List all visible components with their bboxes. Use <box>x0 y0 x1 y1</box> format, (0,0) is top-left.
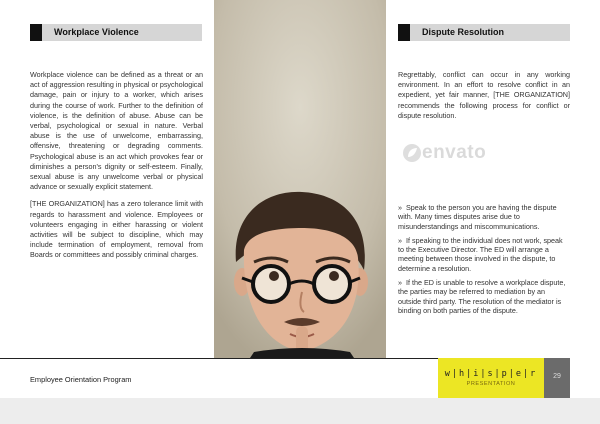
bullet-icon: » <box>398 235 402 245</box>
dispute-resolution-intro <box>398 70 570 128</box>
bullet-icon: » <box>398 203 402 212</box>
workplace-violence-paragraph-2: [THE ORGANIZATION] has a zero tolerance limit with regards to harassment and violence. Employees or volunteers engaging in either harassing or violent activities will be subject to discipline, which may include termination of employment, removal from Boards or committees and possibly criminal charges. <box>30 199 203 260</box>
dispute-resolution-heading: Dispute Resolution <box>422 27 505 37</box>
list-item <box>398 236 570 273</box>
footer-title: Employee Orientation Program <box>30 375 132 384</box>
envato-watermark <box>402 142 486 164</box>
heading-marker <box>30 24 42 41</box>
workplace-violence-paragraph-1: Workplace violence can be defined as a threat or an act of aggression resulting in physical or psychological damage, pain or injury to a worker, which arises during the course of work. Further to the definition of violence, is the definition of abuse. Abuse can be verbal, psychological or sexual in nature. Verbal abuse is the use of unwelcome, embarrassing, offensive, threatening or degrading comments. Psychological abuse is an act which provokes fear or diminishes a person's dignity or self-esteem. Finally, sexual abuse is any unwelcome verbal or physical advance or sexually explicit statement. <box>30 70 203 192</box>
brand-subtitle: PRESENTATION <box>466 381 516 387</box>
dispute-resolution-intro-text: Regrettably, conflict can occur in any working environment. In an effort to resolve conflict in an expedient, yet fair manner, [THE ORGANIZATION] recommends the following process for conflict or dispute resolution. <box>398 70 570 120</box>
bottom-band <box>0 398 600 424</box>
heading-marker <box>398 24 410 41</box>
page-number-box <box>544 358 570 398</box>
man-illustration <box>214 0 386 358</box>
page-number: 29 <box>553 373 561 380</box>
brand-box <box>438 358 544 398</box>
step-text: If speaking to the individual does not work, speak to the Executive Director. The ED will arrange a meeting between those involved in the dispute, to determine a resolution. <box>398 235 563 273</box>
dispute-steps-list <box>398 203 570 320</box>
bullet-icon: » <box>398 278 402 288</box>
dispute-resolution-heading-bar <box>398 24 570 41</box>
list-item <box>398 203 570 231</box>
watermark-text: envato <box>422 142 487 163</box>
brand-name: w|h|i|s|p|e|r <box>444 369 538 379</box>
workplace-violence-heading: Workplace Violence <box>54 27 139 37</box>
workplace-violence-heading-bar <box>30 24 202 41</box>
footer-divider <box>0 358 438 359</box>
workplace-violence-text <box>30 70 203 268</box>
step-text: Speak to the person you are having the dispute with. Many times disputes arise due to misunderstandings and miscommunications. <box>398 203 557 231</box>
leaf-icon <box>402 143 422 163</box>
list-item <box>398 278 570 315</box>
man-with-glasses-photo <box>214 0 386 358</box>
step-text: If the ED is unable to resolve a workplace dispute, the parties may be referred to mediation by an outside third party. The resolution of the mediator is binding on both parties of the dispute. <box>398 278 566 315</box>
